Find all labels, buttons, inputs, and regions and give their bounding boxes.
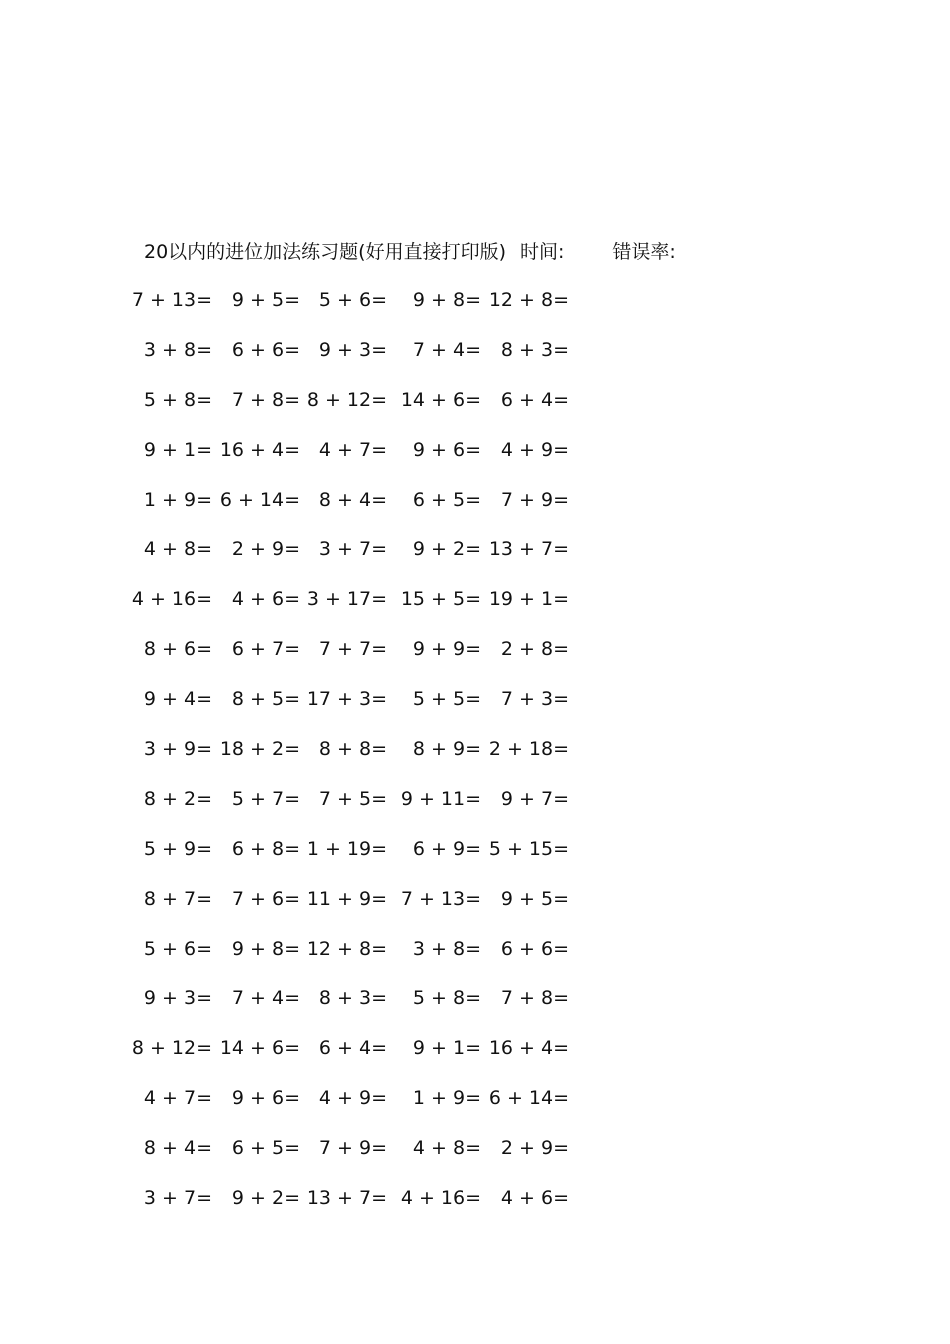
addition-problem: 7 + 4=	[412, 338, 481, 361]
addition-problem: 7 + 8=	[231, 388, 300, 411]
addition-problem: 7 + 4=	[231, 987, 300, 1010]
addition-problem: 6 + 14=	[219, 488, 300, 511]
addition-problem: 9 + 1=	[412, 1037, 481, 1060]
addition-problem: 4 + 16=	[131, 588, 212, 611]
problem-row	[144, 685, 604, 735]
addition-problem: 1 + 9=	[412, 1087, 481, 1110]
problem-row	[131, 585, 604, 635]
addition-problem: 6 + 14=	[488, 1087, 569, 1110]
addition-problem: 12 + 8=	[488, 289, 569, 311]
addition-problem: 6 + 9=	[412, 837, 481, 860]
addition-problem: 8 + 3=	[500, 338, 569, 361]
addition-problem: 7 + 7=	[318, 638, 387, 661]
addition-problem: 9 + 2=	[412, 538, 481, 561]
addition-problem: 8 + 8=	[318, 738, 387, 761]
addition-problem: 7 + 3=	[500, 688, 569, 711]
addition-problem: 3 + 8=	[143, 338, 212, 361]
addition-problem: 7 + 9=	[500, 488, 569, 511]
problem-row	[131, 1034, 604, 1084]
addition-problem: 8 + 4=	[143, 1137, 212, 1160]
problem-row	[144, 1134, 604, 1184]
addition-problem: 9 + 11=	[400, 787, 481, 810]
addition-problem: 2 + 9=	[500, 1137, 569, 1160]
addition-problem: 18 + 2=	[219, 738, 300, 761]
addition-problem: 2 + 18=	[488, 738, 569, 761]
addition-problem: 1 + 9=	[143, 488, 212, 511]
addition-problem: 9 + 3=	[143, 987, 212, 1010]
problem-row	[131, 286, 604, 336]
addition-problem: 8 + 5=	[231, 688, 300, 711]
problem-row	[144, 635, 604, 685]
addition-problem: 8 + 3=	[318, 987, 387, 1010]
addition-problem: 19 + 1=	[488, 588, 569, 611]
addition-problem: 5 + 15=	[488, 837, 569, 860]
addition-problem: 9 + 9=	[412, 638, 481, 661]
problem-row	[144, 1084, 604, 1134]
problem-row	[144, 336, 604, 386]
addition-problem: 4 + 9=	[318, 1087, 387, 1110]
problem-row	[144, 535, 604, 585]
addition-problem: 4 + 6=	[231, 588, 300, 611]
addition-problem: 14 + 6=	[219, 1037, 300, 1060]
addition-problem: 6 + 8=	[231, 837, 300, 860]
addition-problem: 7 + 9=	[318, 1137, 387, 1160]
problem-row	[144, 885, 604, 935]
addition-problem: 9 + 4=	[143, 688, 212, 711]
addition-problem: 8 + 4=	[318, 488, 387, 511]
problem-row	[144, 835, 604, 885]
addition-problem: 9 + 6=	[231, 1087, 300, 1110]
problem-grid	[131, 286, 604, 1234]
addition-problem: 4 + 7=	[143, 1087, 212, 1110]
addition-problem: 16 + 4=	[219, 438, 300, 461]
addition-problem: 6 + 4=	[318, 1037, 387, 1060]
addition-problem: 4 + 16=	[400, 1187, 481, 1210]
addition-problem: 9 + 3=	[318, 338, 387, 361]
addition-problem: 3 + 8=	[412, 937, 481, 960]
addition-problem: 6 + 6=	[231, 338, 300, 361]
addition-problem: 3 + 17=	[306, 588, 387, 611]
addition-problem: 9 + 5=	[231, 289, 300, 311]
problem-row	[144, 785, 604, 835]
error-rate-label: 错误率:	[612, 240, 676, 263]
addition-problem: 4 + 6=	[500, 1187, 569, 1210]
addition-problem: 13 + 7=	[488, 538, 569, 561]
addition-problem: 7 + 5=	[318, 787, 387, 810]
time-label: 时间:	[520, 240, 565, 263]
addition-problem: 5 + 7=	[231, 787, 300, 810]
worksheet-title: 20以内的进位加法练习题(好用直接打印版)	[144, 240, 507, 263]
addition-problem: 5 + 8=	[412, 987, 481, 1010]
addition-problem: 8 + 7=	[143, 887, 212, 910]
addition-problem: 4 + 9=	[500, 438, 569, 461]
addition-problem: 9 + 5=	[500, 887, 569, 910]
addition-problem: 5 + 8=	[143, 388, 212, 411]
addition-problem: 7 + 8=	[500, 987, 569, 1010]
addition-problem: 5 + 5=	[412, 688, 481, 711]
addition-problem: 4 + 8=	[143, 538, 212, 561]
problem-row	[144, 486, 604, 536]
addition-problem: 6 + 6=	[500, 937, 569, 960]
addition-problem: 13 + 7=	[306, 1187, 387, 1210]
problem-row	[144, 984, 604, 1034]
problem-row	[144, 935, 604, 985]
addition-problem: 8 + 12=	[306, 388, 387, 411]
addition-problem: 8 + 6=	[143, 638, 212, 661]
addition-problem: 1 + 19=	[306, 837, 387, 860]
problem-row	[144, 386, 604, 436]
addition-problem: 9 + 7=	[500, 787, 569, 810]
addition-problem: 17 + 3=	[306, 688, 387, 711]
addition-problem: 9 + 1=	[143, 438, 212, 461]
addition-problem: 2 + 9=	[231, 538, 300, 561]
addition-problem: 8 + 12=	[131, 1037, 212, 1060]
addition-problem: 6 + 4=	[500, 388, 569, 411]
addition-problem: 6 + 5=	[412, 488, 481, 511]
addition-problem: 3 + 7=	[143, 1187, 212, 1210]
addition-problem: 9 + 8=	[412, 289, 481, 311]
problem-row	[144, 436, 604, 486]
addition-problem: 14 + 6=	[400, 388, 481, 411]
addition-problem: 4 + 8=	[412, 1137, 481, 1160]
addition-problem: 7 + 6=	[231, 887, 300, 910]
addition-problem: 9 + 2=	[231, 1187, 300, 1210]
addition-problem: 6 + 7=	[231, 638, 300, 661]
problem-row	[144, 735, 604, 785]
addition-problem: 12 + 8=	[306, 937, 387, 960]
addition-problem: 5 + 6=	[318, 289, 387, 311]
addition-problem: 9 + 8=	[231, 937, 300, 960]
problem-row	[144, 1184, 604, 1234]
addition-problem: 6 + 5=	[231, 1137, 300, 1160]
addition-problem: 8 + 2=	[143, 787, 212, 810]
addition-problem: 8 + 9=	[412, 738, 481, 761]
addition-problem: 7 + 13=	[131, 289, 212, 311]
addition-problem: 3 + 9=	[143, 738, 212, 761]
addition-problem: 4 + 7=	[318, 438, 387, 461]
addition-problem: 5 + 9=	[143, 837, 212, 860]
addition-problem: 7 + 13=	[400, 887, 481, 910]
addition-problem: 15 + 5=	[400, 588, 481, 611]
addition-problem: 11 + 9=	[306, 887, 387, 910]
addition-problem: 2 + 8=	[500, 638, 569, 661]
addition-problem: 5 + 6=	[143, 937, 212, 960]
worksheet-header	[144, 236, 676, 264]
addition-problem: 3 + 7=	[318, 538, 387, 561]
addition-problem: 9 + 6=	[412, 438, 481, 461]
addition-problem: 16 + 4=	[488, 1037, 569, 1060]
